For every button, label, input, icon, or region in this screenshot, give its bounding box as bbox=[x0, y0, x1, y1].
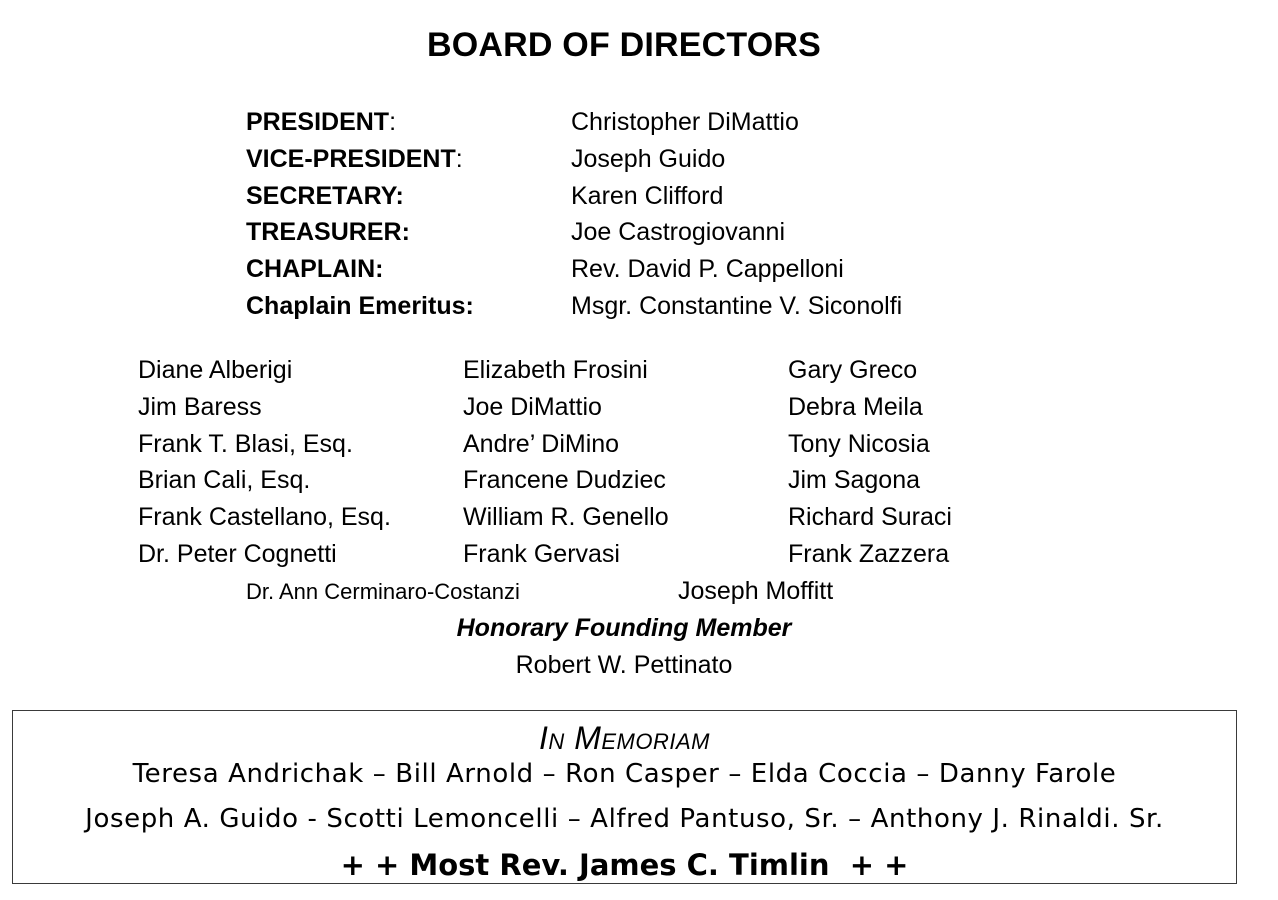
members-column-3 bbox=[788, 352, 952, 573]
memoriam-special-name: + + Most Rev. James C. Timlin + + bbox=[340, 848, 909, 882]
member-name: Dr. Peter Cognetti bbox=[138, 539, 337, 568]
officer-role-label: Chaplain Emeritus: bbox=[246, 291, 474, 320]
members-column-1 bbox=[138, 352, 391, 573]
page-title: BOARD OF DIRECTORS bbox=[427, 26, 821, 64]
member-name: Andre’ DiMino bbox=[463, 429, 620, 458]
officer-role bbox=[246, 214, 410, 251]
officer-role-label: TREASURER: bbox=[246, 218, 410, 247]
member-name: Tony Nicosia bbox=[788, 429, 930, 458]
officer-role bbox=[246, 178, 404, 215]
officer-name: Karen Clifford bbox=[571, 181, 724, 210]
officer-role-label: SECRETARY: bbox=[246, 181, 404, 210]
member-name: Frank T. Blasi, Esq. bbox=[138, 429, 353, 458]
officer-name: Joseph Guido bbox=[571, 144, 726, 173]
member-name: Brian Cali, Esq. bbox=[138, 466, 311, 495]
officer-role-colon: : bbox=[455, 144, 463, 173]
member-name: Gary Greco bbox=[788, 356, 918, 384]
officer-role bbox=[246, 251, 384, 288]
member-name-extra: Joseph Moffitt bbox=[678, 577, 834, 605]
officer-role-label: VICE-PRESIDENT bbox=[246, 144, 456, 173]
member-name: Frank Gervasi bbox=[463, 539, 620, 568]
memoriam-title: In Memoriam bbox=[539, 720, 710, 756]
member-name: Francene Dudziec bbox=[463, 466, 666, 495]
member-name: William R. Genello bbox=[463, 503, 669, 532]
officer-name: Rev. David P. Cappelloni bbox=[571, 255, 844, 284]
officer-name: Joe Castrogiovanni bbox=[571, 218, 786, 247]
honorary-heading: Honorary Founding Member bbox=[456, 614, 792, 642]
member-name: Frank Zazzera bbox=[788, 539, 950, 568]
memoriam-names-line: Joseph A. Guido - Scotti Lemoncelli – Alfred Pantuso, Sr. – Anthony J. Rinaldi. Sr. bbox=[85, 804, 1164, 834]
members-column-2 bbox=[463, 352, 669, 573]
officer-role bbox=[246, 141, 463, 178]
member-name: Elizabeth Frosini bbox=[463, 356, 648, 384]
officer-name: Msgr. Constantine V. Siconolfi bbox=[571, 291, 903, 320]
officer-role bbox=[246, 104, 396, 141]
officer-role-label: CHAPLAIN: bbox=[246, 255, 384, 284]
member-name: Frank Castellano, Esq. bbox=[138, 503, 391, 532]
member-name: Joe DiMattio bbox=[463, 392, 602, 421]
memoriam-box bbox=[12, 710, 1237, 884]
officer-role-colon: : bbox=[389, 108, 397, 136]
officer-role bbox=[246, 288, 474, 325]
member-name: Diane Alberigi bbox=[138, 356, 293, 384]
honorary-member-name: Robert W. Pettinato bbox=[515, 651, 733, 679]
memoriam-names-line: Teresa Andrichak – Bill Arnold – Ron Casper – Elda Coccia – Danny Farole bbox=[132, 759, 1117, 789]
member-name: Richard Suraci bbox=[788, 503, 952, 532]
member-name-extra: Dr. Ann Cerminaro-Costanzi bbox=[246, 579, 520, 604]
member-name: Jim Baress bbox=[138, 392, 262, 421]
officer-name: Christopher DiMattio bbox=[571, 108, 799, 136]
member-name: Debra Meila bbox=[788, 392, 923, 421]
member-name: Jim Sagona bbox=[788, 466, 921, 495]
officer-role-label: PRESIDENT bbox=[246, 108, 390, 136]
